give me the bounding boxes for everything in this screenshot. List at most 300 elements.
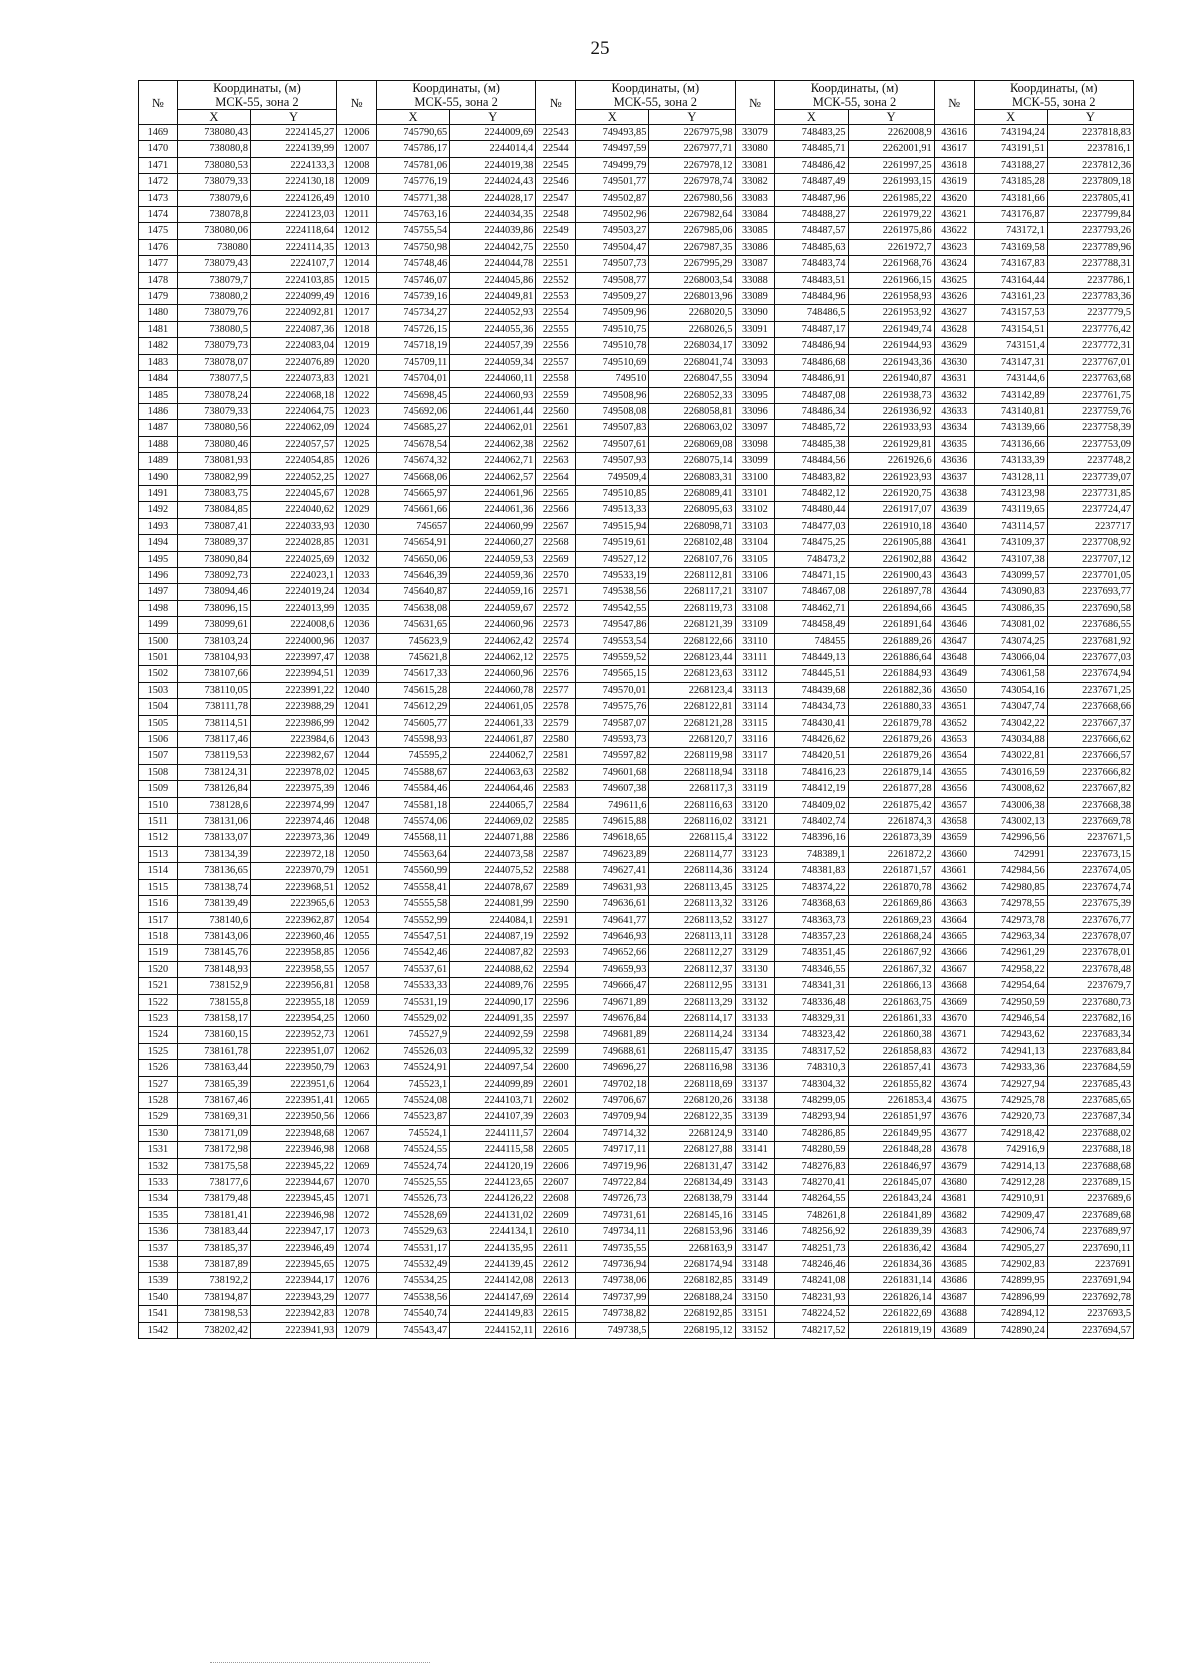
point-number: 22579 <box>536 715 576 731</box>
x-coordinate: 749507,93 <box>576 453 649 469</box>
point-number: 1537 <box>139 1240 178 1256</box>
x-coordinate: 745555,58 <box>376 896 449 912</box>
x-coordinate: 745750,98 <box>376 239 449 255</box>
y-coordinate: 2268120,7 <box>649 732 735 748</box>
point-number: 43655 <box>934 764 974 780</box>
point-number: 33107 <box>735 584 775 600</box>
x-coordinate: 745692,06 <box>376 403 449 419</box>
point-number: 22577 <box>536 682 576 698</box>
coordinates-label: Координаты, (м) <box>412 81 500 95</box>
y-coordinate: 2268195,12 <box>649 1322 735 1338</box>
x-coordinate: 748449,13 <box>775 650 848 666</box>
x-coordinate: 743047,74 <box>974 699 1047 715</box>
point-number: 1497 <box>139 584 178 600</box>
point-number: 12011 <box>337 207 377 223</box>
point-number: 12056 <box>337 945 377 961</box>
y-coordinate: 2224126,49 <box>250 190 336 206</box>
y-coordinate: 2223945,45 <box>250 1191 336 1207</box>
x-coordinate: 748256,92 <box>775 1224 848 1240</box>
point-number: 33135 <box>735 1043 775 1059</box>
x-coordinate: 748276,83 <box>775 1158 848 1174</box>
table-row <box>139 387 1134 403</box>
x-coordinate: 742912,28 <box>974 1175 1047 1191</box>
x-coordinate: 743008,62 <box>974 781 1047 797</box>
table-row <box>139 600 1134 616</box>
table-row <box>139 1306 1134 1322</box>
x-coordinate: 742943,62 <box>974 1027 1047 1043</box>
point-number: 43631 <box>934 371 974 387</box>
y-coordinate: 2261875,42 <box>848 797 934 813</box>
point-number: 12010 <box>337 190 377 206</box>
y-coordinate: 2261944,93 <box>848 338 934 354</box>
x-coordinate: 745668,06 <box>376 469 449 485</box>
y-coordinate: 2237688,02 <box>1047 1125 1133 1141</box>
point-number: 1480 <box>139 305 178 321</box>
point-number: 1505 <box>139 715 178 731</box>
y-coordinate: 2244044,78 <box>450 256 536 272</box>
y-coordinate: 2244120,19 <box>450 1158 536 1174</box>
point-number: 1472 <box>139 174 178 190</box>
y-coordinate: 2223991,22 <box>250 682 336 698</box>
table-row <box>139 830 1134 846</box>
table-row <box>139 1027 1134 1043</box>
y-coordinate: 2268115,4 <box>649 830 735 846</box>
y-coordinate: 2244061,96 <box>450 485 536 501</box>
x-coordinate: 748484,96 <box>775 289 848 305</box>
x-column-header: X <box>576 110 649 125</box>
point-number: 22596 <box>536 994 576 1010</box>
point-number: 12023 <box>337 403 377 419</box>
point-number: 12022 <box>337 387 377 403</box>
x-coordinate: 738163,44 <box>177 1060 250 1076</box>
point-number: 22561 <box>536 420 576 436</box>
point-number: 1482 <box>139 338 178 354</box>
point-number: 33089 <box>735 289 775 305</box>
y-coordinate: 2223954,25 <box>250 1010 336 1026</box>
x-coordinate: 738119,53 <box>177 748 250 764</box>
y-coordinate: 2261905,88 <box>848 535 934 551</box>
point-number: 22548 <box>536 207 576 223</box>
point-number: 1522 <box>139 994 178 1010</box>
scan-artifact <box>210 1662 430 1665</box>
y-coordinate: 2223946,98 <box>250 1142 336 1158</box>
y-coordinate: 2244147,69 <box>450 1289 536 1305</box>
point-number: 22566 <box>536 502 576 518</box>
point-number: 12043 <box>337 732 377 748</box>
point-number: 1521 <box>139 978 178 994</box>
x-coordinate: 749510,75 <box>576 321 649 337</box>
x-coordinate: 748323,42 <box>775 1027 848 1043</box>
table-row <box>139 961 1134 977</box>
y-coordinate: 2223962,87 <box>250 912 336 928</box>
point-number: 1529 <box>139 1109 178 1125</box>
y-coordinate: 2261889,26 <box>848 633 934 649</box>
y-coordinate: 2268114,36 <box>649 863 735 879</box>
x-coordinate: 748462,71 <box>775 600 848 616</box>
y-coordinate: 2223946,49 <box>250 1240 336 1256</box>
point-number: 22550 <box>536 239 576 255</box>
point-number: 33147 <box>735 1240 775 1256</box>
x-coordinate: 745526,03 <box>376 1043 449 1059</box>
table-row <box>139 289 1134 305</box>
x-coordinate: 743066,04 <box>974 650 1047 666</box>
x-coordinate: 738177,6 <box>177 1175 250 1191</box>
x-coordinate: 742941,13 <box>974 1043 1047 1059</box>
point-number: 12070 <box>337 1175 377 1191</box>
x-coordinate: 738171,09 <box>177 1125 250 1141</box>
point-number: 33144 <box>735 1191 775 1207</box>
y-coordinate: 2267975,98 <box>649 125 735 141</box>
x-coordinate: 738136,65 <box>177 863 250 879</box>
x-coordinate: 745595,2 <box>376 748 449 764</box>
point-number: 12065 <box>337 1092 377 1108</box>
point-number: 1486 <box>139 403 178 419</box>
y-coordinate: 2261886,64 <box>848 650 934 666</box>
point-number: 33148 <box>735 1257 775 1273</box>
number-column-header: № <box>934 81 974 125</box>
x-coordinate: 743114,57 <box>974 518 1047 534</box>
x-coordinate: 749510 <box>576 371 649 387</box>
point-number: 43667 <box>934 961 974 977</box>
point-number: 22607 <box>536 1175 576 1191</box>
x-coordinate: 742896,99 <box>974 1289 1047 1305</box>
point-number: 22574 <box>536 633 576 649</box>
x-coordinate: 743034,88 <box>974 732 1047 748</box>
x-coordinate: 738089,37 <box>177 535 250 551</box>
x-coordinate: 749510,69 <box>576 354 649 370</box>
y-coordinate: 2267978,12 <box>649 157 735 173</box>
x-coordinate: 742991 <box>974 846 1047 862</box>
y-coordinate: 2268118,94 <box>649 764 735 780</box>
point-number: 33100 <box>735 469 775 485</box>
x-coordinate: 742984,56 <box>974 863 1047 879</box>
point-number: 33129 <box>735 945 775 961</box>
y-coordinate: 2223970,79 <box>250 863 336 879</box>
point-number: 22570 <box>536 567 576 583</box>
y-coordinate: 2237678,01 <box>1047 945 1133 961</box>
point-number: 12045 <box>337 764 377 780</box>
point-number: 33117 <box>735 748 775 764</box>
point-number: 12071 <box>337 1191 377 1207</box>
point-number: 22583 <box>536 781 576 797</box>
x-coordinate: 748389,1 <box>775 846 848 862</box>
x-coordinate: 745542,46 <box>376 945 449 961</box>
x-coordinate: 745531,17 <box>376 1240 449 1256</box>
x-coordinate: 738117,46 <box>177 732 250 748</box>
point-number: 22564 <box>536 469 576 485</box>
point-number: 12072 <box>337 1207 377 1223</box>
x-coordinate: 749714,32 <box>576 1125 649 1141</box>
x-coordinate: 749726,73 <box>576 1191 649 1207</box>
y-coordinate: 2224019,24 <box>250 584 336 600</box>
y-coordinate: 2261879,78 <box>848 715 934 731</box>
y-coordinate: 2261917,07 <box>848 502 934 518</box>
x-coordinate: 749652,66 <box>576 945 649 961</box>
x-coordinate: 748467,08 <box>775 584 848 600</box>
point-number: 43665 <box>934 928 974 944</box>
x-coordinate: 745776,19 <box>376 174 449 190</box>
x-coordinate: 745650,06 <box>376 551 449 567</box>
y-coordinate: 2244091,35 <box>450 1010 536 1026</box>
y-coordinate: 2223941,93 <box>250 1322 336 1338</box>
x-coordinate: 745646,39 <box>376 567 449 583</box>
point-number: 1520 <box>139 961 178 977</box>
table-row <box>139 1109 1134 1125</box>
x-coordinate: 748486,68 <box>775 354 848 370</box>
point-number: 1536 <box>139 1224 178 1240</box>
point-number: 43637 <box>934 469 974 485</box>
y-coordinate: 2224099,49 <box>250 289 336 305</box>
x-coordinate: 748487,57 <box>775 223 848 239</box>
x-coordinate: 749499,79 <box>576 157 649 173</box>
point-number: 33085 <box>735 223 775 239</box>
y-coordinate: 2244061,87 <box>450 732 536 748</box>
y-coordinate: 2268192,85 <box>649 1306 735 1322</box>
y-coordinate: 2261873,39 <box>848 830 934 846</box>
y-coordinate: 2224062,09 <box>250 420 336 436</box>
x-coordinate: 743157,53 <box>974 305 1047 321</box>
x-coordinate: 745755,54 <box>376 223 449 239</box>
x-coordinate: 738080,46 <box>177 436 250 452</box>
x-coordinate: 748304,32 <box>775 1076 848 1092</box>
x-coordinate: 748488,27 <box>775 207 848 223</box>
x-coordinate: 743042,22 <box>974 715 1047 731</box>
y-coordinate: 2267977,71 <box>649 141 735 157</box>
y-coordinate: 2268114,77 <box>649 846 735 862</box>
y-coordinate: 2268122,35 <box>649 1109 735 1125</box>
y-coordinate: 2261872,2 <box>848 846 934 862</box>
x-coordinate: 748251,73 <box>775 1240 848 1256</box>
x-coordinate: 745540,74 <box>376 1306 449 1322</box>
x-coordinate: 745531,19 <box>376 994 449 1010</box>
x-coordinate: 745584,46 <box>376 781 449 797</box>
y-coordinate: 2244063,63 <box>450 764 536 780</box>
coordinates-group-header <box>177 81 336 110</box>
x-coordinate: 748486,5 <box>775 305 848 321</box>
y-coordinate: 2268121,39 <box>649 617 735 633</box>
y-coordinate: 2224103,85 <box>250 272 336 288</box>
y-coordinate: 2267978,74 <box>649 174 735 190</box>
y-coordinate: 2223997,47 <box>250 650 336 666</box>
y-coordinate: 2268119,98 <box>649 748 735 764</box>
y-coordinate: 2244060,93 <box>450 387 536 403</box>
x-coordinate: 749502,96 <box>576 207 649 223</box>
y-coordinate: 2244115,58 <box>450 1142 536 1158</box>
x-coordinate: 738187,89 <box>177 1257 250 1273</box>
x-coordinate: 745678,54 <box>376 436 449 452</box>
point-number: 12044 <box>337 748 377 764</box>
y-coordinate: 2261958,93 <box>848 289 934 305</box>
y-coordinate: 2261853,4 <box>848 1092 934 1108</box>
y-coordinate: 2261949,74 <box>848 321 934 337</box>
y-coordinate: 2267987,35 <box>649 239 735 255</box>
y-coordinate: 2268163,9 <box>649 1240 735 1256</box>
point-number: 43616 <box>934 125 974 141</box>
y-coordinate: 2268116,02 <box>649 814 735 830</box>
y-coordinate: 2223978,02 <box>250 764 336 780</box>
x-coordinate: 745524,08 <box>376 1092 449 1108</box>
x-coordinate: 745560,99 <box>376 863 449 879</box>
x-coordinate: 749497,59 <box>576 141 649 157</box>
point-number: 12027 <box>337 469 377 485</box>
point-number: 33142 <box>735 1158 775 1174</box>
y-coordinate: 2237679,7 <box>1047 978 1133 994</box>
y-coordinate: 2223958,85 <box>250 945 336 961</box>
coordinate-system-label: МСК-55, зона 2 <box>215 95 299 109</box>
point-number: 22616 <box>536 1322 576 1338</box>
point-number: 33103 <box>735 518 775 534</box>
x-coordinate: 749688,61 <box>576 1043 649 1059</box>
point-number: 43636 <box>934 453 974 469</box>
x-coordinate: 745763,16 <box>376 207 449 223</box>
x-coordinate: 738198,53 <box>177 1306 250 1322</box>
y-coordinate: 2261966,15 <box>848 272 934 288</box>
x-coordinate: 748483,51 <box>775 272 848 288</box>
y-coordinate: 2237688,18 <box>1047 1142 1133 1158</box>
y-coordinate: 2237758,39 <box>1047 420 1133 436</box>
point-number: 22582 <box>536 764 576 780</box>
y-coordinate: 2244059,16 <box>450 584 536 600</box>
point-number: 43688 <box>934 1306 974 1322</box>
y-coordinate: 2268013,96 <box>649 289 735 305</box>
point-number: 43641 <box>934 535 974 551</box>
y-coordinate: 2261848,28 <box>848 1142 934 1158</box>
y-coordinate: 2244135,95 <box>450 1240 536 1256</box>
y-coordinate: 2261826,14 <box>848 1289 934 1305</box>
point-number: 12061 <box>337 1027 377 1043</box>
point-number: 43670 <box>934 1010 974 1026</box>
x-coordinate: 738080 <box>177 239 250 255</box>
point-number: 43672 <box>934 1043 974 1059</box>
table-row <box>139 239 1134 255</box>
point-number: 22611 <box>536 1240 576 1256</box>
x-coordinate: 745532,49 <box>376 1257 449 1273</box>
x-coordinate: 738158,17 <box>177 1010 250 1026</box>
y-coordinate: 2223955,18 <box>250 994 336 1010</box>
coordinates-group-header <box>775 81 934 110</box>
table-row <box>139 157 1134 173</box>
x-coordinate: 749509,4 <box>576 469 649 485</box>
point-number: 1516 <box>139 896 178 912</box>
point-number: 22598 <box>536 1027 576 1043</box>
x-coordinate: 749671,89 <box>576 994 649 1010</box>
y-coordinate: 2237666,62 <box>1047 732 1133 748</box>
point-number: 22590 <box>536 896 576 912</box>
x-coordinate: 748241,08 <box>775 1273 848 1289</box>
y-coordinate: 2237763,68 <box>1047 371 1133 387</box>
y-coordinate: 2237789,96 <box>1047 239 1133 255</box>
x-coordinate: 749542,55 <box>576 600 649 616</box>
y-coordinate: 2224087,36 <box>250 321 336 337</box>
y-coordinate: 2237674,05 <box>1047 863 1133 879</box>
y-coordinate: 2244060,27 <box>450 535 536 551</box>
table-row <box>139 633 1134 649</box>
point-number: 12036 <box>337 617 377 633</box>
y-coordinate: 2261857,41 <box>848 1060 934 1076</box>
point-number: 1535 <box>139 1207 178 1223</box>
y-coordinate: 2237761,75 <box>1047 387 1133 403</box>
point-number: 33119 <box>735 781 775 797</box>
point-number: 43635 <box>934 436 974 452</box>
x-coordinate: 742927,94 <box>974 1076 1047 1092</box>
point-number: 12025 <box>337 436 377 452</box>
x-coordinate: 738124,31 <box>177 764 250 780</box>
table-row <box>139 125 1134 141</box>
x-coordinate: 738192,2 <box>177 1273 250 1289</box>
x-coordinate: 749515,94 <box>576 518 649 534</box>
x-coordinate: 748310,3 <box>775 1060 848 1076</box>
point-number: 1530 <box>139 1125 178 1141</box>
point-number: 33146 <box>735 1224 775 1240</box>
table-header <box>139 81 1134 125</box>
x-coordinate: 743061,58 <box>974 666 1047 682</box>
y-coordinate: 2268112,27 <box>649 945 735 961</box>
point-number: 1525 <box>139 1043 178 1059</box>
point-number: 12050 <box>337 846 377 862</box>
table-row <box>139 502 1134 518</box>
x-coordinate: 749533,19 <box>576 567 649 583</box>
x-coordinate: 742902,83 <box>974 1257 1047 1273</box>
y-coordinate: 2268120,26 <box>649 1092 735 1108</box>
point-number: 1531 <box>139 1142 178 1158</box>
x-coordinate: 749636,61 <box>576 896 649 912</box>
point-number: 12058 <box>337 978 377 994</box>
coordinate-system-label: МСК-55, зона 2 <box>613 95 698 109</box>
point-number: 1504 <box>139 699 178 715</box>
point-number: 43666 <box>934 945 974 961</box>
point-number: 33133 <box>735 1010 775 1026</box>
point-number: 43678 <box>934 1142 974 1158</box>
table-row <box>139 321 1134 337</box>
point-number: 1515 <box>139 879 178 895</box>
x-coordinate: 743022,81 <box>974 748 1047 764</box>
point-number: 33131 <box>735 978 775 994</box>
x-coordinate: 738080,06 <box>177 223 250 239</box>
point-number: 43680 <box>934 1175 974 1191</box>
point-number: 12028 <box>337 485 377 501</box>
table-row <box>139 863 1134 879</box>
y-coordinate: 2244126,22 <box>450 1191 536 1207</box>
x-coordinate: 748487,49 <box>775 174 848 190</box>
table-row <box>139 518 1134 534</box>
x-coordinate: 738148,93 <box>177 961 250 977</box>
point-number: 43624 <box>934 256 974 272</box>
point-number: 43639 <box>934 502 974 518</box>
y-coordinate: 2244111,57 <box>450 1125 536 1141</box>
table-row <box>139 650 1134 666</box>
point-number: 22615 <box>536 1306 576 1322</box>
point-number: 33093 <box>735 354 775 370</box>
table-row <box>139 1158 1134 1174</box>
point-number: 12046 <box>337 781 377 797</box>
y-coordinate: 2224025,69 <box>250 551 336 567</box>
x-coordinate: 743147,31 <box>974 354 1047 370</box>
x-coordinate: 738143,06 <box>177 928 250 944</box>
y-coordinate: 2261880,33 <box>848 699 934 715</box>
point-number: 33136 <box>735 1060 775 1076</box>
x-coordinate: 738202,42 <box>177 1322 250 1338</box>
y-coordinate: 2224123,03 <box>250 207 336 223</box>
point-number: 33120 <box>735 797 775 813</box>
y-coordinate: 2224130,18 <box>250 174 336 190</box>
x-coordinate: 738096,15 <box>177 600 250 616</box>
x-coordinate: 748482,12 <box>775 485 848 501</box>
x-coordinate: 749623,89 <box>576 846 649 862</box>
y-coordinate: 2237689,15 <box>1047 1175 1133 1191</box>
y-coordinate: 2267995,29 <box>649 256 735 272</box>
x-coordinate: 748439,68 <box>775 682 848 698</box>
x-coordinate: 748473,2 <box>775 551 848 567</box>
